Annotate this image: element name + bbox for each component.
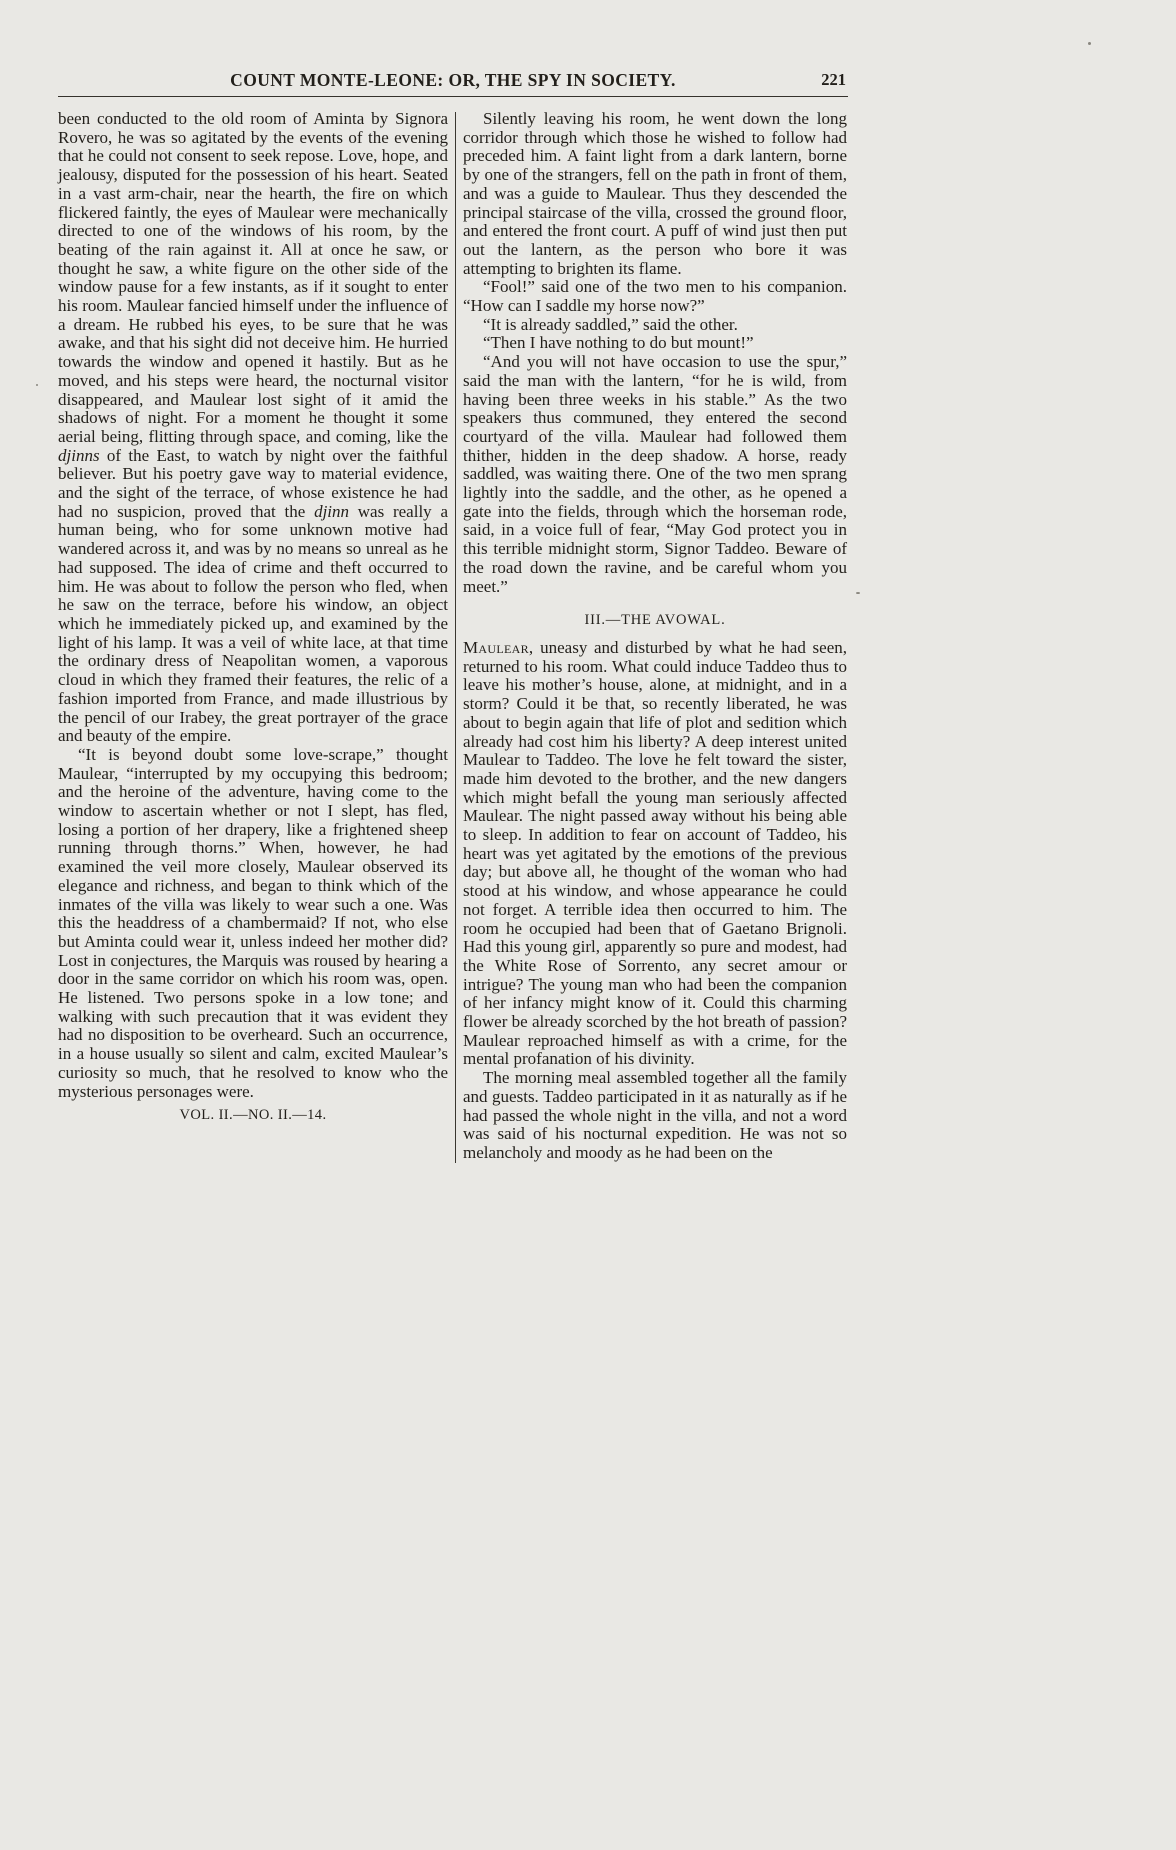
paragraph: “And you will not have occasion to use the spur,” said the man with the lantern, “for he is wild, from having been three weeks in his stable.” As the two speakers thus communed, they entered the second courtyard of the villa. Maulear had followed them thither, hidden in the deep shadow. A horse, ready saddled, was waiting there. One of the two men sprang lightly into the saddle, and the other, as he opened a gate into the fields, through which the horseman rode, said, in a voice full of fear, “May God protect you in this terrible midnight storm, Signor Taddeo. Beware of the road down the ravine, and be careful whom you meet.” [463, 352, 847, 596]
paragraph-text: of the East, to watch by night over the faithful believer. But his poetry gave way to material evidence, and the sight of the terrace, of whose existence he had had no suspicion, proved that the [58, 445, 448, 521]
page-number: 221 [821, 70, 846, 89]
paragraph: “Then I have nothing to do but mount!” [483, 333, 754, 353]
paragraph [58, 110, 448, 746]
page-title: COUNT MONTE-LEONE: OR, THE SPY IN SOCIETY. [230, 70, 676, 90]
italic-word: djinn [314, 501, 350, 521]
scan-speck [1088, 42, 1091, 45]
italic-word: djinns [58, 445, 100, 465]
paragraph: The morning meal assembled together all the family and guests. Taddeo participated in it as naturally as if he had passed the whole night in the villa, and not a word was said of his nocturnal expedition. He was not so melancholy and moody as he had been on the [463, 1068, 847, 1162]
text-columns [58, 110, 848, 1163]
paragraph-text: was really a human being, who for some unknown motive had wandered across it, and was by no means so unreal as he had supposed. The idea of crime and theft occurred to him. He was about to follow the person who fled, when he saw on the terrace, before his window, an object which he immediately picked up, and examined by the light of his lamp. It was a veil of white lace, at that time the ordinary dress of Neapolitan women, a vaporous cloud in which they framed their features, the relic of a fashion imported from France, and made illustrious by the pencil of our Irabey, the great portrayer of the grace and beauty of the empire. [58, 501, 448, 746]
paragraph-text: been conducted to the old room of Aminta by Signora Rovero, he was so agitated by the events of the evening that he could not consent to seek repose. Love, hope, and jealousy, disputed for the possession of his heart. Seated in a vast arm-chair, near the hearth, the fire on which flickered faintly, the eyes of Maulear were mechanically directed to one of the windows of his room, by the beating of the rain against it. All at once he saw, or thought he saw, a white figure on the other side of the window pause for a few instants, as if it sought to enter his room. Maulear fancied himself under the influence of a dream. He rubbed his eyes, to be sure that he was awake, and that his sight did not deceive him. He hurried towards the window and opened it hastily. But as he moved, and his steps were heard, the nocturnal visitor disappeared, and Maulear lost sight of it amid the shadows of night. For a moment he thought it some aerial being, flitting through space, and coming, like the [58, 109, 448, 446]
scan-speck [856, 592, 860, 594]
left-column [58, 110, 448, 1163]
paragraph [463, 639, 847, 1069]
paragraph-text: uneasy and disturbed by what he had seen, returned to his room. What could induce Taddeo thus to leave his mother’s house, alone, at midnight, and in a storm? Could it be that, so recently liberated, he was about to begin again that life of plot and sedition which already had cost him his liberty? A deep interest united Maulear to Taddeo. The love he felt toward the sister, made him devoted to the brother, and the new dangers which might befall the young man seriously affected Maulear. The night passed away without his being able to sleep. In addition to fear on account of Taddeo, his heart was yet agitated by the emotions of the previous day; but above all, he thought of the woman who had stood at his window, and whose appearance he could not forget. A terrible idea then occurred to him. The room he occupied had been that of Gaetano Brignoli. Had this young girl, apparently so pure and modest, had the White Rose of Sorrento, any secret amour or intrigue? The young man who had been the companion of her infancy might know of it. Could this charming flower be already scorched by the hot breath of passion? Maulear reproached himself as with a crime, for the mental profanation of his divinity. [463, 637, 847, 1069]
right-column [463, 110, 847, 1163]
section-heading: III.—THE AVOWAL. [584, 612, 726, 629]
paragraph: “It is beyond doubt some love-scrape,” thought Maulear, “interrupted by my occupying this bedroom; and the heroine of the adventure, having come to the window to ascertain whether or not I slept, has fled, losing a portion of her drapery, like a frightened sheep running through thorns.” When, however, he had examined the veil more closely, Maulear observed its elegance and richness, and began to think which of the inmates of the villa was likely to wear such a one. Was this the headdress of a chambermaid? If not, who else but Aminta could wear it, unless indeed her mother did? Lost in conjectures, the Marquis was roused by hearing a door in the same corridor on which his room was, open. He listened. Two persons spoke in a low tone; and walking with such precaution that it was evident they had no disposition to be overheard. Such an occurrence, in a house usually so silent and calm, excited Maulear’s curiosity so much, that he resolved to know who the mysterious personages were. [58, 744, 448, 1101]
page-content [58, 68, 848, 1163]
smallcaps-lead: Maulear, [463, 637, 534, 657]
paragraph: “It is already saddled,” said the other. [483, 314, 738, 334]
scan-speck [36, 384, 38, 386]
running-head [58, 68, 848, 97]
paragraph: “Fool!” said one of the two men to his companion. “How can I saddle my horse now?” [463, 277, 847, 316]
volume-footer: VOL. II.—NO. II.—14. [179, 1107, 327, 1124]
column-rule [455, 112, 456, 1163]
paragraph: Silently leaving his room, he went down the long corridor through which those he wished to follow had preceded him. A faint light from a dark lantern, borne by one of the strangers, fell on the path in front of them, and was a guide to Maulear. Thus they descended the principal staircase of the villa, crossed the ground floor, and entered the front court. A puff of wind just then put out the lantern, as the person who bore it was attempting to brighten its flame. [463, 109, 847, 278]
